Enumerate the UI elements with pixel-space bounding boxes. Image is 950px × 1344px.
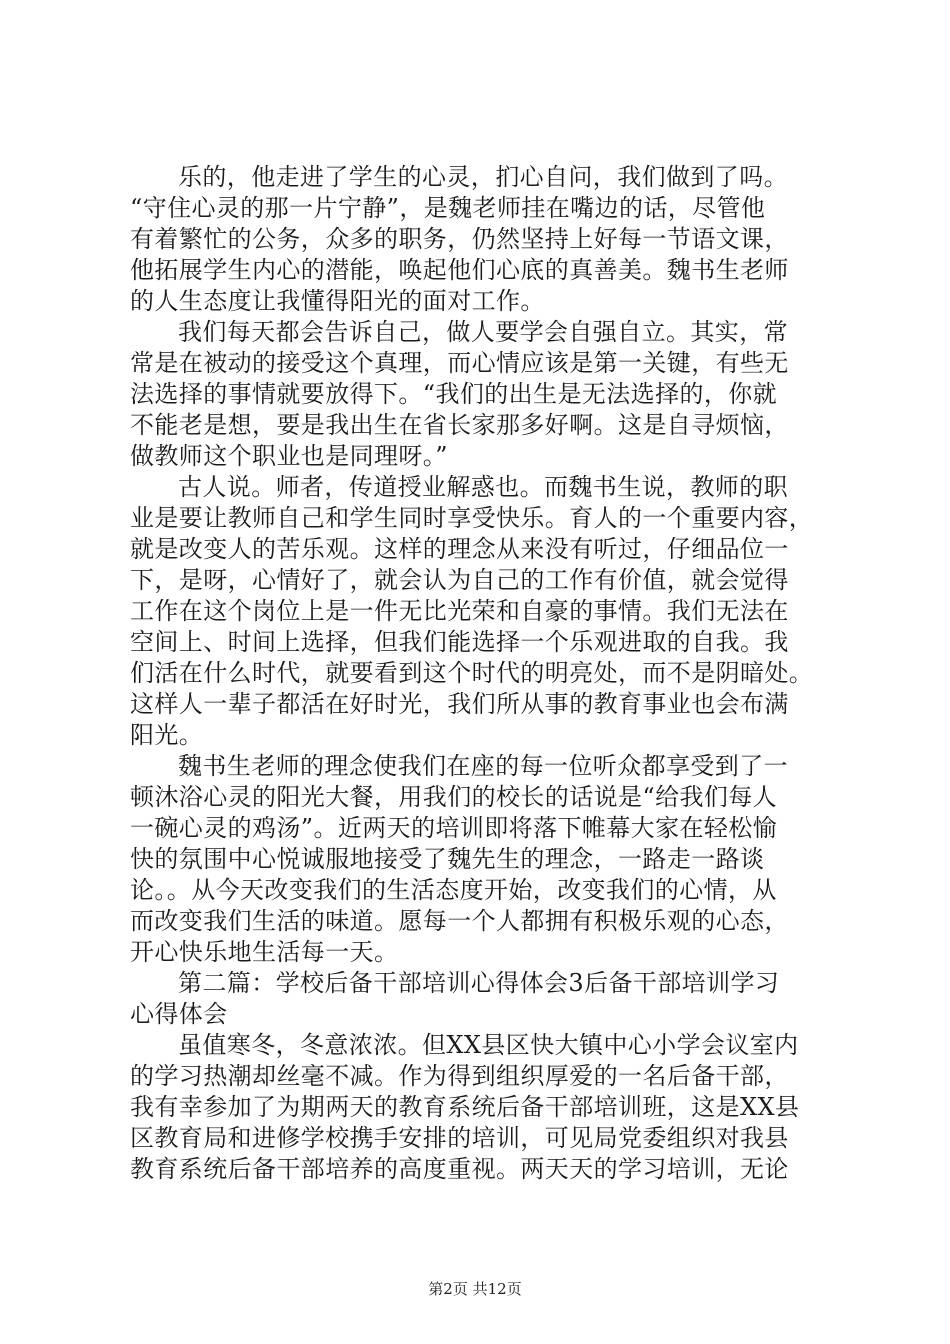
text-line: 乐的，他走进了学生的心灵，扪心自问，我们做到了吗。 [178, 163, 788, 191]
text-line: 法选择的事情就要放得下。“我们的出生是无法选择的，你就 [130, 380, 778, 408]
text-line: 的人生态度让我懂得阳光的面对工作。 [130, 287, 545, 315]
text-line: 古人说。师者，传道授业解惑也。而魏书生说，教师的职 [178, 473, 788, 501]
text-line: 不能老是想，要是我出生在省长家那多好啊。这是自寻烦恼， [130, 411, 789, 439]
text-line: 下，是呀，心情好了，就会认为自己的工作有价值，就会觉得 [130, 566, 789, 594]
text-line: 论。。从今天改变我们的生活态度开始，改变我们的心情，从 [130, 876, 777, 904]
text-line: 一碗心灵的鸡汤”。近两天的培训即将落下帷幕大家在轻松愉 [130, 814, 778, 842]
text-line: 有着繁忙的公务，众多的职务，仍然坚持上好每一节语文课， [130, 225, 789, 253]
text-line: 做教师这个职业也是同理呀。” [130, 442, 448, 470]
text-line: 工作在这个岗位上是一件无比光荣和自豪的事情。我们无法在 [130, 597, 789, 625]
text-line: 魏书生老师的理念使我们在座的每一位听众都享受到了一 [178, 752, 788, 780]
text-line: 顿沐浴心灵的阳光大餐，用我们的校长的话说是“给我们每人 [130, 783, 778, 811]
text-line: “守住心灵的那一片宁静”，是魏老师挂在嘴边的话，尽管他 [130, 194, 766, 222]
text-line: 我们每天都会告诉自己，做人要学会自强自立。其实，常 [178, 318, 788, 346]
text-line: 的学习热潮却丝毫不减。作为得到组织厚爱的一名后备干部， [130, 1062, 789, 1090]
text-line: 心得体会 [130, 1000, 228, 1028]
text-line: 区教育局和进修学校携手安排的培训，可见局党委组织对我县 [130, 1124, 789, 1152]
text-line: 开心快乐地生活每一天。 [130, 938, 399, 966]
text-line: 第二篇：学校后备干部培训心得体会3后备干部培训学习 [178, 969, 780, 997]
text-line: 我有幸参加了为期两天的教育系统后备干部培训班，这是XX县 [130, 1093, 800, 1121]
text-line: 教育系统后备干部培养的高度重视。两天天的学习培训，无论 [130, 1155, 789, 1183]
text-line: 虽值寒冬，冬意浓浓。但XX县区快大镇中心小学会议室内 [178, 1031, 799, 1059]
text-line: 常是在被动的接受这个真理，而心情应该是第一关键，有些无 [130, 349, 789, 377]
text-line: 而改变我们生活的味道。愿每一个人都拥有积极乐观的心态， [130, 907, 789, 935]
text-line: 就是改变人的苦乐观。这样的理念从来没有听过，仔细品位一 [130, 535, 789, 563]
text-line: 们活在什么时代，就要看到这个时代的明亮处，而不是阴暗处。 [130, 659, 814, 687]
text-line: 业是要让教师自己和学生同时享受快乐。育人的一个重要内容， [130, 504, 814, 532]
text-line: 空间上、时间上选择，但我们能选择一个乐观进取的自我。我 [130, 628, 789, 656]
text-line: 他拓展学生内心的潜能，唤起他们心底的真善美。魏书生老师 [130, 256, 789, 284]
body-text [130, 162, 850, 1185]
text-line: 阳光。 [130, 721, 204, 749]
page-number-footer: 第2页 共12页 [428, 1280, 522, 1298]
text-line: 快的氛围中心悦诚服地接受了魏先生的理念，一路走一路谈 [130, 845, 765, 873]
text-line: 这样人一辈子都活在好时光，我们所从事的教育事业也会布满 [130, 690, 789, 718]
